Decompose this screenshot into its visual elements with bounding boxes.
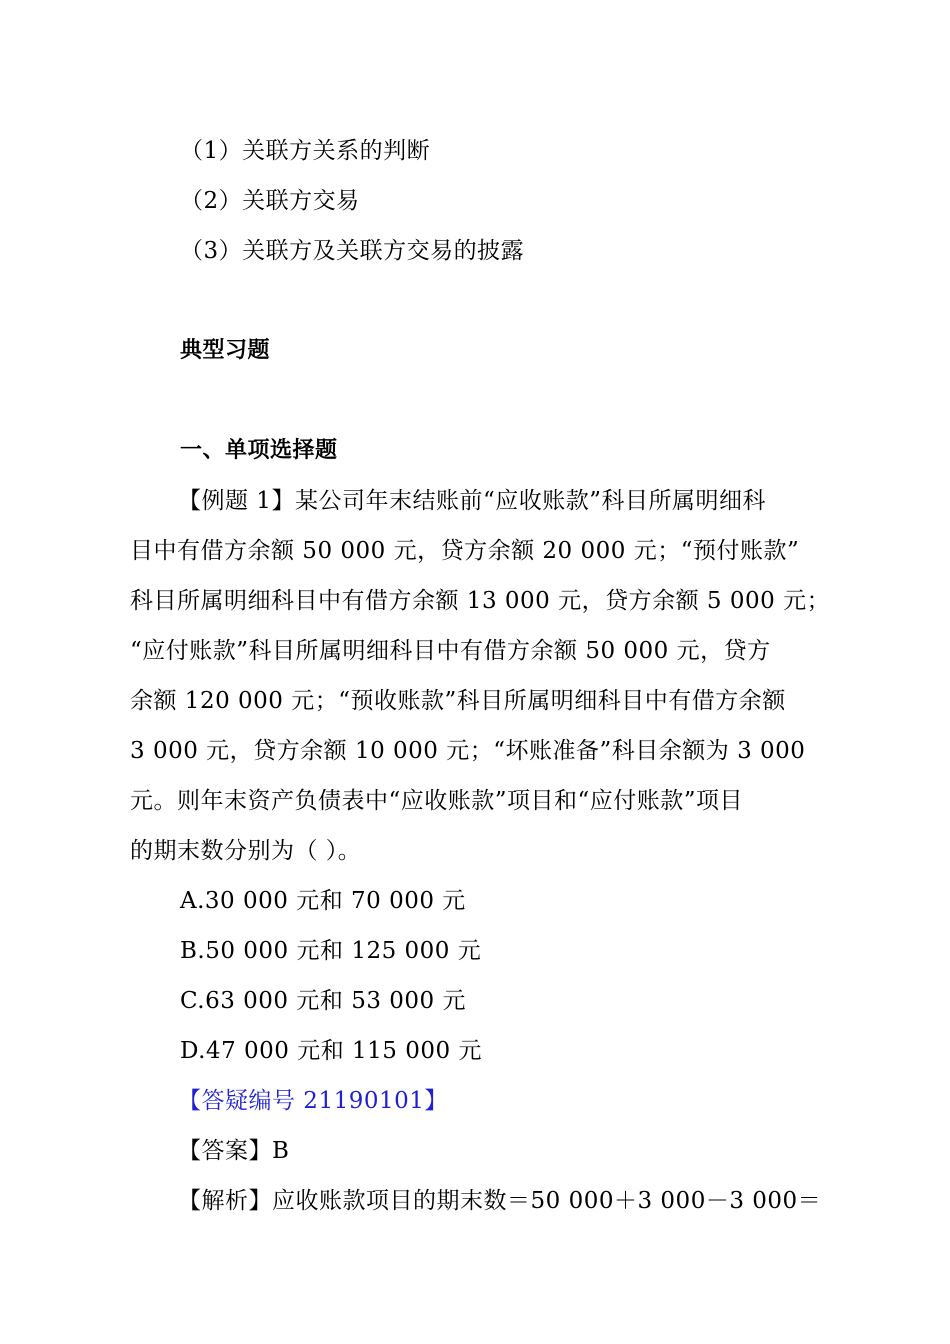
outline-item-3: （3）关联方及关联方交易的披露 [180,238,525,264]
question-line-7: 元。则年末资产负债表中“应收账款”项目和“应付账款”项目 [130,788,744,814]
question-line-8: 的期末数分别为（ ）。 [130,838,362,864]
answer-line: 【答案】B [178,1138,290,1164]
outline-item-2: （2）关联方交易 [180,188,360,214]
outline-item-1: （1）关联方关系的判断 [180,138,431,164]
option-a: A.30 000 元和 70 000 元 [180,888,466,914]
option-d: D.47 000 元和 115 000 元 [180,1038,482,1064]
subsection-title: 一、单项选择题 [180,438,338,463]
analysis-line: 【解析】应收账款项目的期末数＝50 000＋3 000－3 000＝ [178,1188,822,1214]
question-line-6: 3 000 元，贷方余额 10 000 元；“坏账准备”科目余额为 3 000 [130,738,806,764]
question-line-1: 【例题 1】某公司年末结账前“应收账款”科目所属明细科 [178,488,766,514]
question-line-5: 余额 120 000 元；“预收账款”科目所属明细科目中有借方余额 [130,688,786,714]
option-b: B.50 000 元和 125 000 元 [180,938,482,964]
option-c: C.63 000 元和 53 000 元 [180,988,466,1014]
qa-id-link[interactable]: 【答疑编号 21190101】 [178,1088,448,1114]
question-line-4: “应付账款”科目所属明细科目中有借方余额 50 000 元，贷方 [130,638,771,664]
question-line-3: 科目所属明细科目中有借方余额 13 000 元，贷方余额 5 000 元； [130,588,831,614]
section-title: 典型习题 [180,338,271,363]
question-line-2: 目中有借方余额 50 000 元，贷方余额 20 000 元；“预付账款” [130,538,800,564]
